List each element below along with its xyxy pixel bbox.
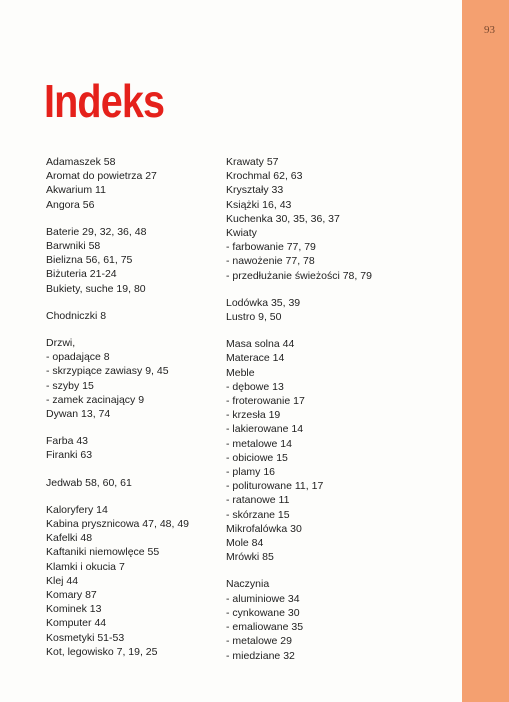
index-entry: - dębowe 13: [226, 380, 284, 393]
index-entry: - skrzypiące zawiasy 9, 45: [46, 365, 169, 378]
index-entry: Kafelki 48: [46, 532, 93, 545]
index-column-left: [46, 155, 246, 672]
index-group: [226, 296, 426, 324]
index-entry: - nawożenie 77, 78: [226, 255, 315, 268]
index-entry: Lustro 9, 50: [226, 311, 282, 324]
index-entry: Mole 84: [226, 537, 264, 550]
index-group: [226, 337, 426, 564]
index-entry: Książki 16, 43: [226, 198, 292, 211]
index-entry: - farbowanie 77, 79: [226, 241, 316, 254]
index-entry: Angora 56: [46, 198, 95, 211]
index-group: [46, 155, 246, 212]
index-entry: - szyby 15: [46, 379, 94, 392]
index-entry: Baterie 29, 32, 36, 48: [46, 225, 147, 238]
index-entry: Naczynia: [226, 578, 270, 591]
index-entry: Krawaty 57: [226, 156, 279, 168]
index-entry: Firanki 63: [46, 449, 93, 462]
index-group: [46, 476, 246, 490]
index-entry: - plamy 16: [226, 466, 276, 479]
index-column-right: [226, 155, 426, 676]
page-number: 93: [484, 24, 495, 36]
index-entry: Klamki i okucia 7: [46, 560, 125, 573]
index-entry: Bielizna 56, 61, 75: [46, 254, 133, 267]
index-entry: Kaftaniki niemowlęce 55: [46, 546, 160, 559]
index-entry: Adamaszek 58: [46, 156, 116, 168]
index-entry: - aluminiowe 34: [226, 592, 300, 605]
index-group: [46, 503, 246, 659]
index-entry: Akwarium 11: [46, 184, 106, 197]
index-entry: - lakierowane 14: [226, 423, 304, 436]
index-entry: - zamek zacinający 9: [46, 393, 145, 406]
index-entry: Drzwi,: [46, 337, 76, 350]
index-entry: Mikrofalówka 30: [226, 522, 302, 535]
index-entry: Kominek 13: [46, 603, 102, 616]
index-entry: Kot, legowisko 7, 19, 25: [46, 645, 158, 658]
index-group: [46, 309, 246, 323]
index-group: [46, 225, 246, 296]
index-entry: - politurowane 11, 17: [226, 480, 324, 493]
index-entry: Materace 14: [226, 352, 285, 365]
index-entry: Biżuteria 21-24: [46, 268, 117, 281]
index-entry: Kuchenka 30, 35, 36, 37: [226, 212, 340, 225]
side-color-strip: [462, 0, 509, 702]
index-entry: Mrówki 85: [226, 551, 274, 564]
index-entry: Komary 87: [46, 589, 97, 602]
page-title: Indeks: [44, 75, 165, 127]
index-entry: - froterowanie 17: [226, 395, 305, 408]
index-entry: Kwiaty: [226, 227, 257, 240]
index-entry: - emaliowane 35: [226, 621, 304, 634]
index-entry: Krochmal 62, 63: [226, 170, 303, 183]
index-entry: Masa solna 44: [226, 338, 295, 351]
index-entry: Bukiety, suche 19, 80: [46, 282, 146, 295]
index-entry: Lodówka 35, 39: [226, 296, 301, 309]
index-entry: Klej 44: [46, 574, 79, 587]
index-entry: - przedłużanie świeżości 78, 79: [226, 269, 372, 282]
index-entry: Komputer 44: [46, 617, 107, 630]
index-entry: Meble: [226, 366, 255, 379]
index-entry: - opadające 8: [46, 351, 110, 364]
index-entry: - obiciowe 15: [226, 451, 288, 464]
index-entry: Kosmetyki 51-53: [46, 631, 125, 644]
index-entry: Dywan 13, 74: [46, 408, 111, 421]
index-group: [46, 434, 246, 462]
index-entry: Barwniki 58: [46, 240, 101, 253]
index-entry: - krzesła 19: [226, 409, 281, 422]
index-entry: - ratanowe 11: [226, 494, 290, 507]
index-entry: Aromat do powietrza 27: [46, 170, 157, 183]
index-entry: Kaloryfery 14: [46, 503, 108, 516]
index-entry: - metalowe 29: [226, 635, 292, 648]
index-entry: - miedziane 32: [226, 649, 295, 662]
index-entry: Jedwab 58, 60, 61: [46, 476, 132, 489]
index-entry: Chodniczki 8: [46, 309, 107, 322]
index-entry: Kabina prysznicowa 47, 48, 49: [46, 518, 190, 531]
index-group: [226, 155, 426, 283]
index-entry: - skórzane 15: [226, 508, 290, 521]
index-group: [46, 336, 246, 421]
index-entry: - metalowe 14: [226, 437, 292, 450]
index-entry: - cynkowane 30: [226, 606, 300, 619]
index-group: [226, 577, 426, 662]
index-entry: Farba 43: [46, 435, 89, 448]
index-entry: Kryształy 33: [226, 184, 284, 197]
